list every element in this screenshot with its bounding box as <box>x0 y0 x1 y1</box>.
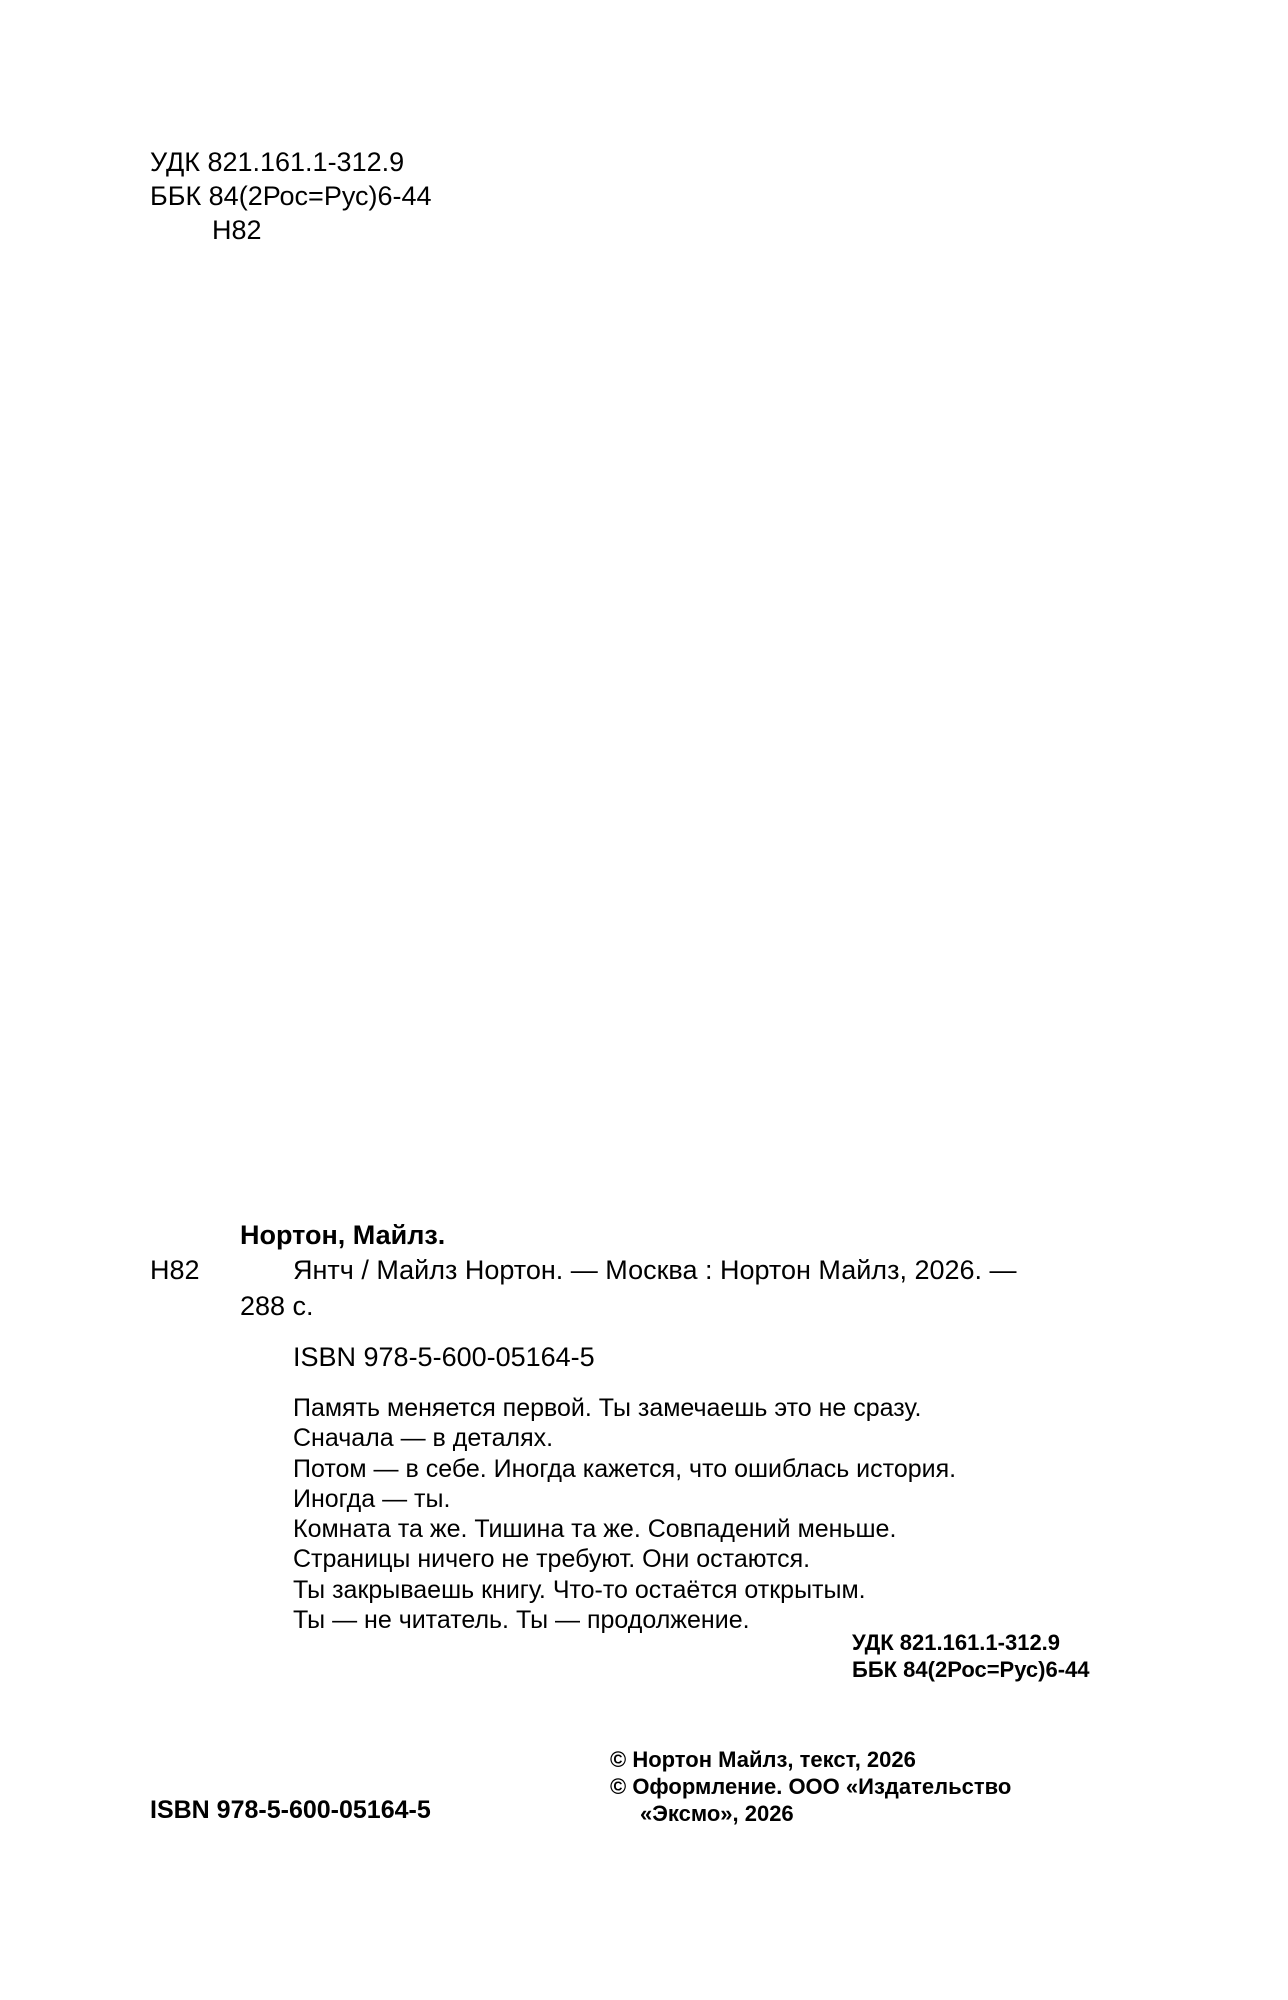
copyright-block <box>610 1746 1011 1827</box>
copyright-line: © Нортон Майлз, текст, 2026 <box>610 1747 916 1772</box>
copyright-line: «Эксмо», 2026 <box>640 1801 794 1826</box>
author-sign-entry: Н82 <box>150 1255 200 1285</box>
isbn-footer: ISBN 978-5-600-05164-5 <box>150 1796 431 1824</box>
abstract-line: Страницы ничего не требуют. Они остаются. <box>293 1545 811 1574</box>
author-sign-top: Н82 <box>212 215 262 245</box>
author-heading: Нортон, Майлз. <box>240 1220 446 1250</box>
abstract-line: Иногда — ты. <box>293 1484 451 1513</box>
abstract-line: Ты — не читатель. Ты — продолжение. <box>293 1606 750 1635</box>
abstract-line: Потом — в себе. Иногда кажется, что ошиблась история. <box>293 1454 957 1483</box>
bibliographic-line-1: Янтч / Майлз Нортон. — Москва : Нортон Майлз, 2026. — <box>293 1255 1017 1285</box>
copyright-line: © Оформление. ООО «Издательство <box>610 1774 1012 1799</box>
abstract-line: Ты закрываешь книгу. Что-то остаётся открытым. <box>293 1575 866 1604</box>
abstract-line: Комната та же. Тишина та же. Совпадений меньше. <box>293 1515 897 1544</box>
udk-code-top: УДК 821.161.1-312.9 <box>150 147 405 177</box>
abstract <box>293 1393 956 1635</box>
udk-code-bottom: УДК 821.161.1-312.9 <box>852 1630 1061 1655</box>
bbk-code-bottom: ББК 84(2Рос=Рус)6-44 <box>852 1657 1090 1682</box>
bibliographic-line-2: 288 с. <box>240 1291 314 1321</box>
abstract-line: Сначала — в деталях. <box>293 1424 554 1453</box>
abstract-line: Память меняется первой. Ты замечаешь это не сразу. <box>293 1394 922 1422</box>
bbk-code-top: ББК 84(2Рос=Рус)6-44 <box>150 181 432 211</box>
isbn-entry: ISBN 978-5-600-05164-5 <box>293 1342 595 1372</box>
